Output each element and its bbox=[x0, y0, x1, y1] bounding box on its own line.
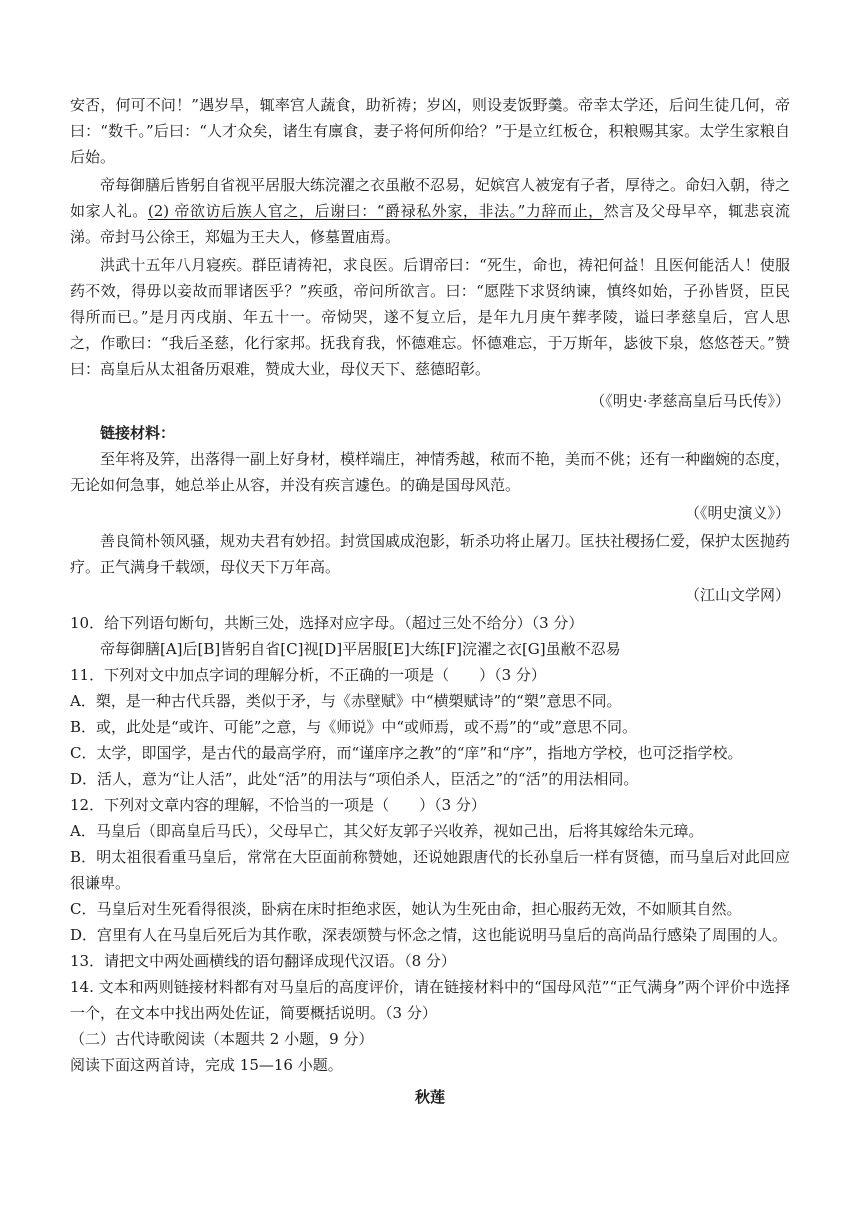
question-11-option-a: A．槊，是一种古代兵器，类似于矛，与《赤壁赋》中“横槊赋诗”的“槊”意思不同。 bbox=[70, 692, 622, 710]
passage-source: （《明史·孝慈高皇后马氏传》） bbox=[590, 392, 790, 410]
question-12-option-b: B．明太祖很看重马皇后，常常在大臣面前称赞她，还说她跟唐代的长孙皇后一样有贤德，而马皇后对此回应很谦卑。 bbox=[70, 848, 790, 892]
question-11-option-d: D．活人，意为“让人活”，此处“活”的用法与“项伯杀人，臣活之”的“活”的用法相同。 bbox=[70, 770, 639, 788]
poem-title: 秋莲 bbox=[414, 1088, 445, 1106]
passage-paragraph-3: 洪武十五年八月寝疾。群臣请祷祀，求良医。后谓帝曰：“死生，命也，祷祀何益！且医何能活人！使服药不效，得毋以妾故而罪诸医乎？”疾亟，帝问所欲言。曰：“愿陛下求贤纳谏，慎终如始，子孙皆贤，臣民得所而已。”是月丙戌崩、年五十一。帝恸哭，遂不复立后，是年九月庚午葬孝陵，谥曰孝慈皇后，宫人思之，作歌曰：“我后圣慈，化行家邦。抚我育我，怀德难忘。怀德难忘，于万斯年，毖彼下泉，悠悠苍天。”赞曰：高皇后从太祖备历艰难，赞成大业，母仪天下、慈德昭彰。 bbox=[70, 256, 790, 378]
link-material-2-source: （江山文学网） bbox=[684, 586, 790, 604]
question-12: 12．下列对文章内容的理解，不恰当的一项是（ ）（3 分） bbox=[70, 796, 486, 814]
link-material-2: 善良简朴领风骚，规劝夫君有妙招。封赏国戚成泡影，斩杀功将止屠刀。匡扶社稷扬仁爱，保护太医抛药疗。正气满身千载颂，母仪天下万年高。 bbox=[70, 532, 791, 576]
question-12-option-c: C．马皇后对生死看得很淡，卧病在床时拒绝求医，她认为生死由命，担心服药无效，不如顺其自然。 bbox=[70, 900, 742, 918]
underlined-sentence-2: (2) 帝欲访后族人官之，后谢曰：“爵禄私外家，非法。”力辞而止， bbox=[147, 202, 604, 220]
question-12-option-a: A．马皇后（即高皇后马氏），父母早亡，其父好友郭子兴收养，视如己出，后将其嫁给朱元璋。 bbox=[70, 822, 704, 840]
question-10-sentence: 帝每御膳[A]后[B]皆躬自省[C]视[D]平居服[E]大练[F]浣濯之衣[G]虽敝不忍易 bbox=[100, 640, 621, 658]
section-2-heading: （二）古代诗歌阅读（本题共 2 小题，9 分） bbox=[70, 1030, 374, 1048]
question-11: 11．下列对文中加点字词的理解分析，不正确的一项是（ ）（3 分） bbox=[70, 666, 546, 684]
question-12-option-d: D．宫里有人在马皇后死后为其作歌，深表颂赞与怀念之情，这也能说明马皇后的高尚品行感染了周围的人。 bbox=[70, 926, 788, 944]
exam-page bbox=[70, 92, 790, 1110]
section-2-instruction: 阅读下面这两首诗，完成 15—16 小题。 bbox=[70, 1056, 343, 1074]
question-10: 10．给下列语句断句，共断三处，选择对应字母。（超过三处不给分）（3 分） bbox=[70, 614, 584, 632]
question-14: 14. 文本和两则链接材料都有对马皇后的高度评价，请在链接材料中的“国母风范”“正气满身”两个评价中选择一个，在文本中找出两处佐证，简要概括说明。（3 分） bbox=[70, 978, 790, 1022]
question-11-option-c: C．太学，即国学，是古代的最高学府，而“谨庠序之教”的“庠”和“序”，指地方学校，也可泛指学校。 bbox=[70, 744, 743, 762]
question-11-option-b: B．或，此处是“或许、可能”之意，与《师说》中“或师焉，或不焉”的“或”意思不同。 bbox=[70, 718, 638, 736]
paragraph-2-text: 帝每御膳后皆躬自省视平居服大练浣濯之衣虽敝不忍易，妃嫔宫人被宠有子者，厚待之。命妇入朝，待之如家人礼。 bbox=[70, 176, 791, 220]
link-material-1-source: （《明史演义》） bbox=[684, 504, 790, 522]
passage-paragraph-1: 安否，何可不问！”遇岁旱，辄率宫人蔬食，助祈祷；岁凶，则设麦饭野羹。帝幸太学还，后问生徒几何，帝曰：“数千。”后曰：“人才众矣，诸生有廪食，妻子将何所仰给？”于是立红板仓，积粮赐其家。太学生家粮自后始。 bbox=[70, 96, 790, 166]
links-heading: 链接材料： bbox=[100, 424, 176, 442]
link-material-1: 至年将及笄，出落得一副上好身材，模样端庄，神情秀越，秾而不艳，美而不佻；还有一种幽婉的态度，无论如何急事，她总举止从容，并没有疾言遽色。的确是国母风范。 bbox=[70, 450, 791, 494]
passage-paragraph-2 bbox=[70, 172, 790, 250]
question-13: 13．请把文中两处画横线的语句翻译成现代汉语。（8 分） bbox=[70, 952, 456, 970]
paragraph-2-tail: 然言及父母早卒，辄悲哀流涕。帝封马公徐王，郑媪为王夫人，修墓置庙焉。 bbox=[70, 202, 790, 246]
